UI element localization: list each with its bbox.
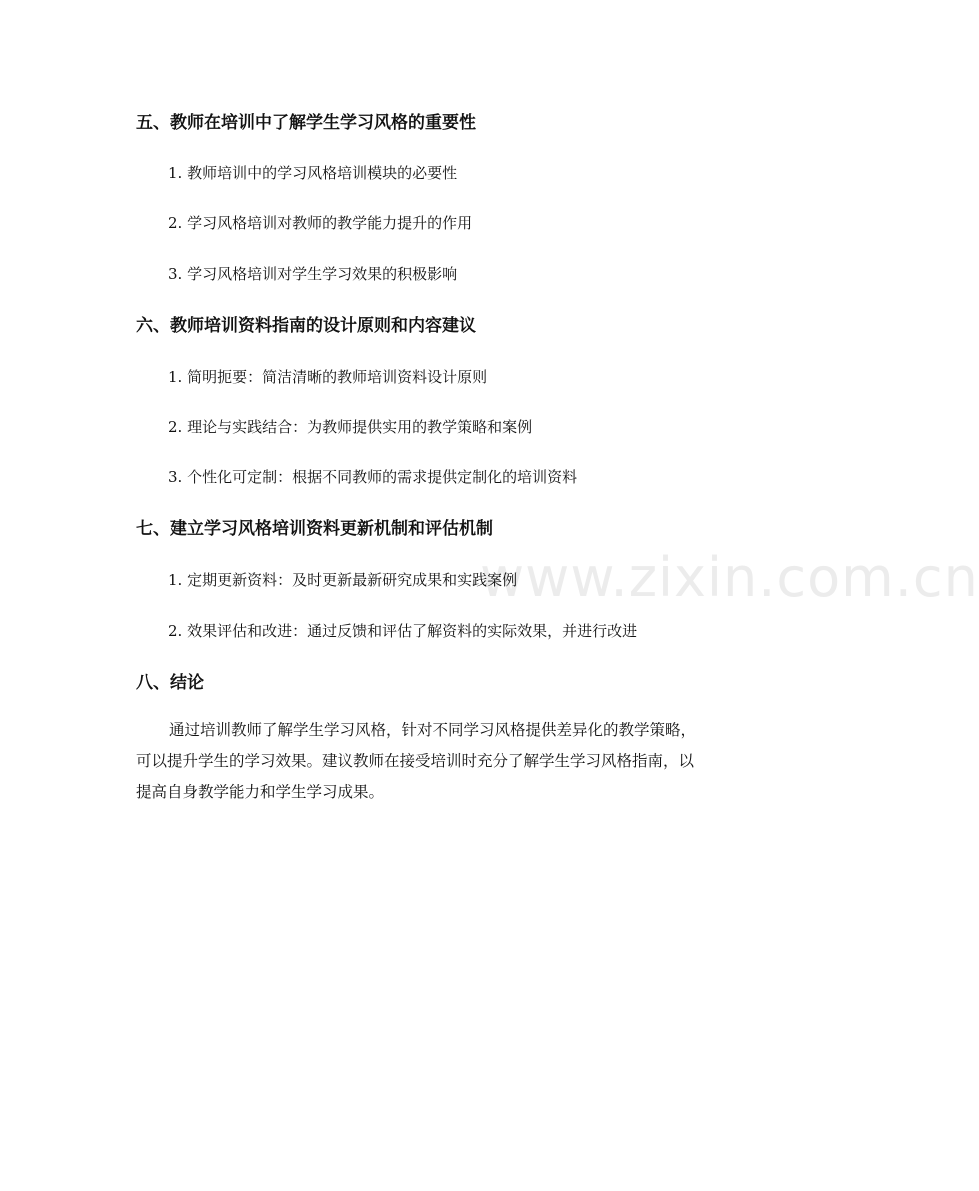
section-5-item-1: 1. 教师培训中的学习风格培训模块的必要性 bbox=[168, 164, 458, 182]
section-6-item-3: 3. 个性化可定制：根据不同教师的需求提供定制化的培训资料 bbox=[168, 468, 578, 486]
section-8-heading: 八、结论 bbox=[136, 673, 204, 693]
section-7-heading: 七、建立学习风格培训资料更新机制和评估机制 bbox=[136, 519, 493, 539]
conclusion-paragraph bbox=[136, 715, 786, 808]
section-5-item-2: 2. 学习风格培训对教师的教学能力提升的作用 bbox=[168, 214, 473, 232]
section-5-heading: 五、教师在培训中了解学生学习风格的重要性 bbox=[136, 113, 476, 133]
section-6-heading: 六、教师培训资料指南的设计原则和内容建议 bbox=[136, 316, 476, 336]
section-6-item-1: 1. 简明扼要：简洁清晰的教师培训资料设计原则 bbox=[168, 368, 488, 386]
watermark: www.zixin.com.cn bbox=[480, 546, 979, 609]
section-6-item-2: 2. 理论与实践结合：为教师提供实用的教学策略和案例 bbox=[168, 418, 533, 436]
conclusion-line-3: 提高自身教学能力和学生学习成果。 bbox=[136, 783, 385, 801]
conclusion-line-2: 可以提升学生的学习效果。建议教师在接受培训时充分了解学生学习风格指南，以 bbox=[136, 752, 695, 770]
section-7-item-2: 2. 效果评估和改进：通过反馈和评估了解资料的实际效果，并进行改进 bbox=[168, 622, 638, 640]
section-7-item-1: 1. 定期更新资料：及时更新最新研究成果和实践案例 bbox=[168, 571, 518, 589]
section-5-item-3: 3. 学习风格培训对学生学习效果的积极影响 bbox=[168, 265, 458, 283]
conclusion-line-1: 通过培训教师了解学生学习风格，针对不同学习风格提供差异化的教学策略， bbox=[169, 721, 697, 739]
